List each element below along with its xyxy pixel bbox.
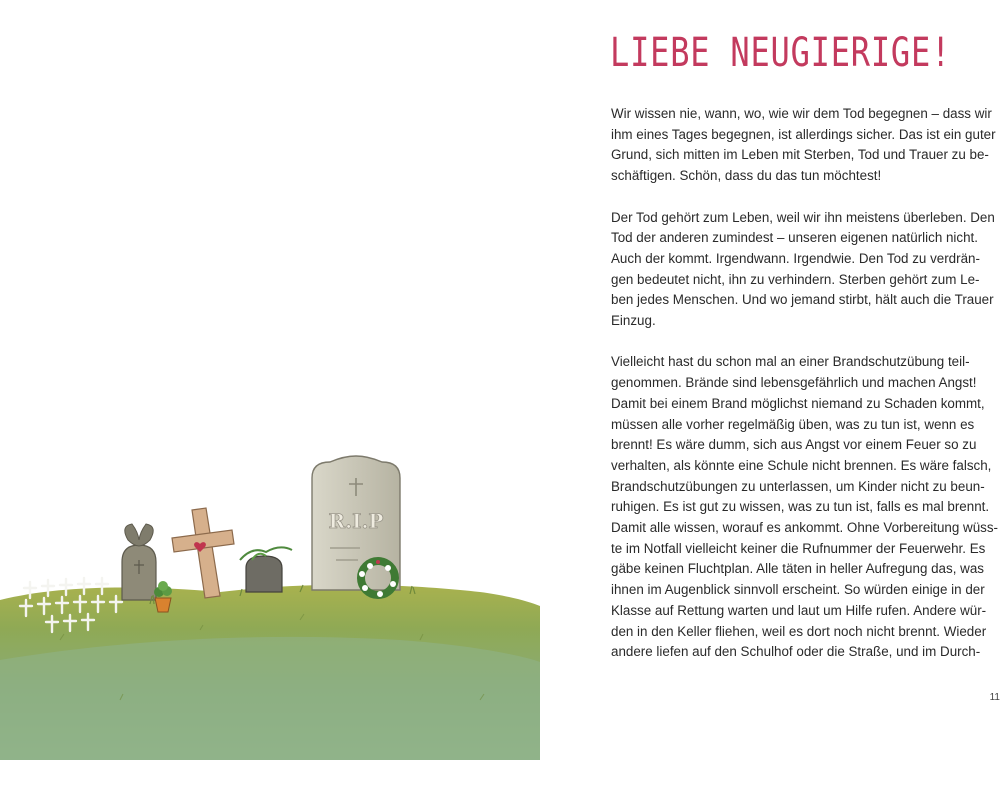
text-line: genommen. Brände sind lebensgefährlich und machen Angst! bbox=[611, 375, 977, 391]
text-line: Damit alle wissen, worauf es ankommt. Ohne Vorbereitung wüss- bbox=[611, 520, 999, 536]
text-line: Damit bei einem Brand möglichst niemand zu Schaden kommt, bbox=[611, 395, 985, 411]
wooden-cross bbox=[172, 508, 234, 598]
text-line: andere liefen auf den Schulhof oder die Straße, und im Durch- bbox=[611, 644, 981, 660]
grass-hill-shade bbox=[0, 637, 540, 760]
text-line: schäftigen. Schön, dass du das tun möchtest! bbox=[611, 168, 882, 184]
text-line: ihm eines Tages begegnen, ist allerdings sicher. Das ist ein guter bbox=[611, 126, 996, 142]
body-text bbox=[611, 104, 1000, 684]
page-number: 11 bbox=[989, 692, 1000, 703]
text-line: Der Tod gehört zum Leben, weil wir ihn meistens überleben. Den bbox=[611, 209, 995, 225]
text-line: brennt! Es wäre dumm, sich aus Angst vor einem Feuer so zu bbox=[611, 437, 977, 453]
text-line: den in den Keller fliehen, weil es dort noch nicht brennt. Wieder bbox=[611, 623, 987, 639]
page-heading: LIEBE NEUGIERIGE! bbox=[610, 30, 952, 76]
text-line: gen bedeutet nicht, ihn zu verhindern. Sterben gehört zum Le- bbox=[611, 271, 980, 287]
text-line: te im Notfall vielleicht keiner die Rufnummer der Feuerwehr. Es bbox=[611, 540, 986, 556]
text-line: müssen alle vorher regelmäßig üben, was zu tun ist, wenn es bbox=[611, 416, 975, 432]
text-line: ruhigen. Es ist gut zu wissen, was zu tun ist, falls es mal brennt. bbox=[611, 499, 990, 515]
angel-gravestone bbox=[122, 524, 156, 600]
small-gravestone bbox=[240, 547, 292, 592]
text-line: Grund, sich mitten im Leben mit Sterben, Tod und Trauer zu be- bbox=[611, 147, 989, 163]
gravestone-inscription: R.I.P bbox=[328, 509, 384, 533]
text-line: gäbe keinen Fluchtplan. Alle täten in heller Aufregung das, was bbox=[611, 561, 984, 577]
text-line: Einzug. bbox=[611, 313, 656, 329]
text-line: verhalten, als könnte eine Schule nicht brennen. Es wäre falsch, bbox=[611, 457, 992, 473]
text-line: ben jedes Menschen. Und wo jemand stirbt, hält auch die Trauer bbox=[611, 292, 994, 308]
paragraph-2 bbox=[611, 208, 1000, 332]
text-line: Brandschutzübungen zu unterlassen, um Kinder nicht zu beun- bbox=[611, 478, 985, 494]
text-line: Wir wissen nie, wann, wo, wie wir dem Tod begegnen – dass wir bbox=[611, 106, 992, 121]
paragraph-1 bbox=[611, 104, 1000, 187]
text-line: Tod der anderen zumindest – unseren eigenen natürlich nicht. bbox=[611, 230, 978, 246]
text-line: Auch der kommt. Irgendwann. Irgendwie. Den Tod zu verdrän- bbox=[611, 250, 980, 266]
paragraph-3 bbox=[611, 352, 1000, 663]
text-line: Klasse auf Rettung warten und laut um Hilfe rufen. Andere wür- bbox=[611, 602, 987, 618]
text-line: ihnen im Augenblick sinnvoll erscheint. So würden einige in der bbox=[611, 582, 985, 598]
text-line: Vielleicht hast du schon mal an einer Brandschutzübung teil- bbox=[611, 354, 970, 370]
